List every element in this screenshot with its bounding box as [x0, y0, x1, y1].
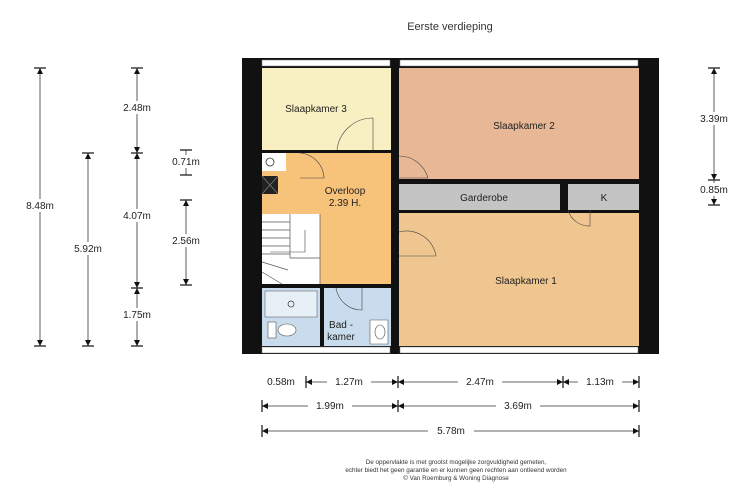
- label-garderobe: Garderobe: [460, 193, 508, 204]
- dim-1-99: 1.99m: [316, 401, 344, 412]
- dim-5-92: 5.92m: [74, 244, 102, 255]
- dim-0-71: 0.71m: [172, 157, 200, 168]
- label-slaapkamer-1: Slaapkamer 1: [495, 276, 557, 287]
- label-slaapkamer-2: Slaapkamer 2: [493, 121, 555, 132]
- dim-8-48: 8.48m: [26, 201, 54, 212]
- dim-2-56: 2.56m: [172, 236, 200, 247]
- label-k: K: [600, 193, 608, 204]
- shower: [265, 291, 317, 317]
- dimension-small-column: [180, 150, 192, 285]
- label-slaapkamer-3: Slaapkamer 3: [285, 104, 347, 115]
- floor-title: Eerste verdieping: [407, 21, 493, 33]
- dim-2-47: 2.47m: [466, 377, 494, 388]
- dim-5-78: 5.78m: [437, 426, 465, 437]
- dim-1-75: 1.75m: [123, 310, 151, 321]
- footer-copyright: © Van Roemburg & Woning Diagnose: [403, 475, 509, 482]
- dim-2-48: 2.48m: [123, 103, 151, 114]
- label-overloop-height: 2.39 H.: [328, 198, 362, 209]
- dim-1-27: 1.27m: [335, 377, 363, 388]
- dim-3-39: 3.39m: [700, 114, 728, 125]
- dim-1-13: 1.13m: [586, 377, 614, 388]
- dim-4-07: 4.07m: [123, 211, 151, 222]
- label-badkamer-2: kamer: [327, 332, 355, 343]
- toilet-tank: [268, 322, 276, 338]
- footer-disclaimer-2: echter biedt het geen garantie en er kunnen geen rechten aan ontleend worden: [345, 467, 567, 474]
- toilet-bowl-icon: [278, 324, 296, 336]
- dim-3-69: 3.69m: [504, 401, 532, 412]
- dim-0-85: 0.85m: [700, 185, 728, 196]
- dim-0-58: 0.58m: [267, 377, 295, 388]
- label-badkamer: Bad -: [329, 320, 353, 331]
- label-overloop: Overloop: [324, 186, 366, 197]
- footer-disclaimer-1: De oppervlakte is met grootst mogelijke zorgvuldigheid gemeten,: [365, 459, 547, 466]
- staircase: [262, 214, 320, 284]
